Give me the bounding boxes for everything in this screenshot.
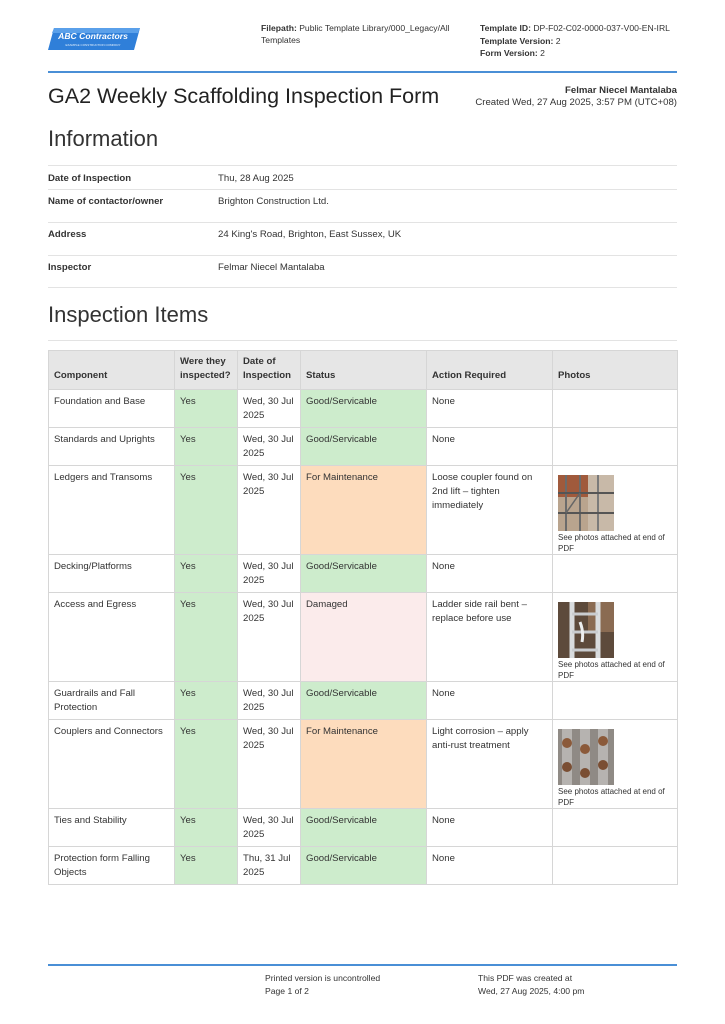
component-cell: Guardrails and Fall Protection xyxy=(49,682,175,720)
photo-thumbnail[interactable] xyxy=(558,729,672,785)
status-cell: Good/Servicable xyxy=(301,809,427,847)
table-row xyxy=(49,847,678,885)
photo-caption: See photos attached at end of PDF xyxy=(558,533,665,553)
info-label: Inspector xyxy=(48,262,92,273)
info-row-date xyxy=(48,165,677,189)
filepath xyxy=(261,22,461,46)
info-value: Thu, 28 Aug 2025 xyxy=(218,173,294,184)
action-cell: None xyxy=(427,428,553,466)
status-cell: Damaged xyxy=(301,593,427,682)
inspected-cell: Yes xyxy=(175,466,238,555)
date-cell: Wed, 30 Jul 2025 xyxy=(238,809,301,847)
date-cell: Wed, 30 Jul 2025 xyxy=(238,682,301,720)
inspection-heading: Inspection Items xyxy=(48,302,209,327)
inspection-table xyxy=(48,350,678,885)
component-cell: Ties and Stability xyxy=(49,809,175,847)
page-number: Page 1 of 2 xyxy=(265,986,309,996)
logo-text: ABC Contractors xyxy=(58,31,128,41)
date-cell: Wed, 30 Jul 2025 xyxy=(238,555,301,593)
date-cell: Wed, 30 Jul 2025 xyxy=(238,428,301,466)
form-version-value: 2 xyxy=(540,48,545,58)
info-value: Felmar Niecel Mantalaba xyxy=(218,262,325,273)
template-id-label: Template ID: xyxy=(480,23,531,33)
table-row xyxy=(49,555,678,593)
footer-left xyxy=(265,972,380,998)
table-row xyxy=(49,428,678,466)
component-cell: Foundation and Base xyxy=(49,390,175,428)
inspected-cell: Yes xyxy=(175,593,238,682)
info-label: Date of Inspection xyxy=(48,173,132,184)
document-title: GA2 Weekly Scaffolding Inspection Form xyxy=(48,84,440,108)
inspected-cell: Yes xyxy=(175,390,238,428)
created-date: Created Wed, 27 Aug 2025, 3:57 PM (UTC+08) xyxy=(475,97,677,108)
inspected-cell: Yes xyxy=(175,682,238,720)
table-row xyxy=(49,720,678,809)
footer-right xyxy=(478,972,584,998)
author-name: Felmar Niecel Mantalaba xyxy=(565,85,677,96)
component-cell: Standards and Uprights xyxy=(49,428,175,466)
inspected-cell: Yes xyxy=(175,720,238,809)
form-version xyxy=(480,47,690,60)
status-cell: Good/Servicable xyxy=(301,428,427,466)
action-cell: None xyxy=(427,390,553,428)
info-row-address xyxy=(48,222,677,255)
inspected-cell: Yes xyxy=(175,555,238,593)
template-version-value: 2 xyxy=(555,35,561,46)
header-divider xyxy=(48,71,677,73)
logo-tagline: EXAMPLE CONSTRUCTION COMPANY xyxy=(65,43,121,47)
table-row xyxy=(49,593,678,682)
info-label: Name of contactor/owner xyxy=(48,196,164,207)
photos-cell xyxy=(553,809,678,847)
uncontrolled-notice: Printed version is uncontrolled xyxy=(265,973,381,983)
table-row xyxy=(49,682,678,720)
company-logo xyxy=(48,27,140,51)
template-id xyxy=(480,22,690,35)
inspected-cell: Yes xyxy=(175,847,238,885)
action-cell: Loose coupler found on 2nd lift – tighten immediately xyxy=(427,466,553,555)
action-cell: Light corrosion – apply anti-rust treatment xyxy=(427,720,553,809)
action-cell: None xyxy=(427,682,553,720)
action-cell: None xyxy=(427,847,553,885)
pdf-created-value: Wed, 27 Aug 2025, 4:00 pm xyxy=(478,986,585,996)
status-cell: Good/Servicable xyxy=(301,555,427,593)
status-cell: Good/Servicable xyxy=(301,847,427,885)
footer-divider xyxy=(48,964,677,966)
filepath-value: Public Template Library/000_Legacy/All Templates xyxy=(261,23,450,45)
info-row-contractor xyxy=(48,189,677,222)
photo-caption: See photos attached at end of PDF xyxy=(558,660,665,680)
section-divider xyxy=(48,340,677,341)
status-cell: Good/Servicable xyxy=(301,682,427,720)
table-row xyxy=(49,466,678,555)
action-cell: None xyxy=(427,555,553,593)
col-header-action: Action Required xyxy=(427,351,553,390)
form-version-label: Form Version: xyxy=(480,48,538,58)
date-cell: Wed, 30 Jul 2025 xyxy=(238,593,301,682)
col-header-date: Date of Inspection xyxy=(238,351,301,390)
photos-cell xyxy=(553,682,678,720)
template-version-label: Template Version: xyxy=(480,35,554,46)
component-cell: Decking/Platforms xyxy=(49,555,175,593)
col-header-inspected: Were they inspected? xyxy=(175,351,238,390)
table-header-row xyxy=(49,351,678,390)
photos-cell xyxy=(553,555,678,593)
info-value: 24 King's Road, Brighton, East Sussex, UK xyxy=(218,229,402,240)
photo-thumbnail[interactable] xyxy=(558,602,672,658)
inspected-cell: Yes xyxy=(175,428,238,466)
action-cell: None xyxy=(427,809,553,847)
inspected-cell: Yes xyxy=(175,809,238,847)
date-cell: Wed, 30 Jul 2025 xyxy=(238,720,301,809)
table-row xyxy=(49,390,678,428)
author-block xyxy=(475,85,677,109)
photos-cell xyxy=(553,593,678,682)
col-header-status: Status xyxy=(301,351,427,390)
pdf-created-label: This PDF was created at xyxy=(478,973,573,983)
filepath-label: Filepath: xyxy=(261,23,297,33)
photo-thumbnail[interactable] xyxy=(558,475,672,531)
date-cell: Wed, 30 Jul 2025 xyxy=(238,390,301,428)
component-cell: Access and Egress xyxy=(49,593,175,682)
template-meta xyxy=(480,22,690,60)
template-id-value: DP-F02-C02-0000-037-V00-EN-IRL xyxy=(533,23,670,33)
table-row xyxy=(49,809,678,847)
info-row-inspector xyxy=(48,255,677,288)
action-cell: Ladder side rail bent – replace before use xyxy=(427,593,553,682)
page-header xyxy=(0,0,725,72)
photos-cell xyxy=(553,428,678,466)
info-value: Brighton Construction Ltd. xyxy=(218,196,329,207)
information-heading: Information xyxy=(48,126,159,151)
component-cell: Protection form Falling Objects xyxy=(49,847,175,885)
component-cell: Couplers and Connectors xyxy=(49,720,175,809)
col-header-component: Component xyxy=(49,351,175,390)
photos-cell xyxy=(553,847,678,885)
status-cell: Good/Servicable xyxy=(301,390,427,428)
template-version xyxy=(480,35,690,48)
status-cell: For Maintenance xyxy=(301,720,427,809)
date-cell: Thu, 31 Jul 2025 xyxy=(238,847,301,885)
status-cell: For Maintenance xyxy=(301,466,427,555)
component-cell: Ledgers and Transoms xyxy=(49,466,175,555)
info-label: Address xyxy=(48,229,87,240)
photo-caption: See photos attached at end of PDF xyxy=(558,787,665,807)
photos-cell xyxy=(553,466,678,555)
photos-cell xyxy=(553,390,678,428)
date-cell: Wed, 30 Jul 2025 xyxy=(238,466,301,555)
col-header-photos: Photos xyxy=(553,351,678,390)
photos-cell xyxy=(553,720,678,809)
